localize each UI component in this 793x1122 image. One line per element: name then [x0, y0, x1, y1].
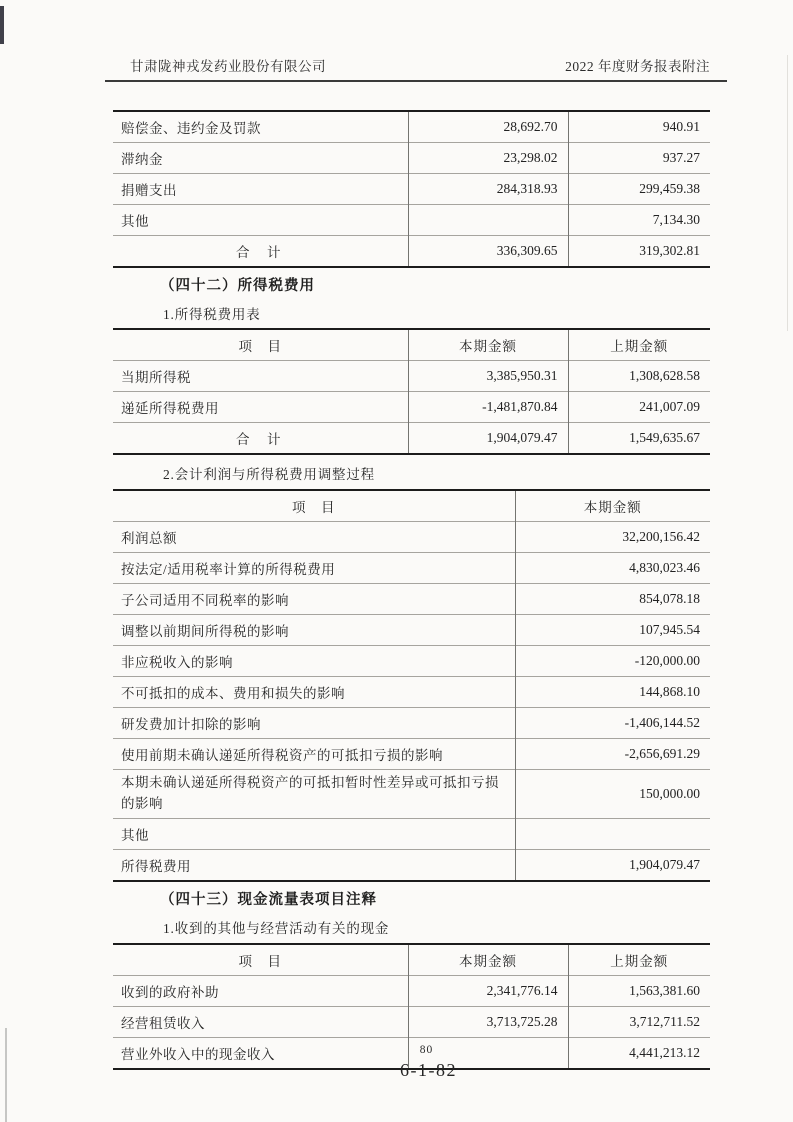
current-amount: 284,318.93: [408, 174, 568, 205]
prior-amount: 319,302.81: [568, 236, 710, 268]
table-row: [113, 849, 710, 881]
row-label: 其他: [113, 818, 515, 849]
prior-amount: 4,441,213.12: [568, 1037, 710, 1069]
current-amount: 107,945.54: [515, 615, 710, 646]
prior-amount: 937.27: [568, 143, 710, 174]
prior-amount: 1,549,635.67: [568, 423, 710, 455]
table-row: [113, 111, 710, 143]
row-label: 营业外收入中的现金收入: [113, 1037, 408, 1069]
row-label: 递延所得税费用: [113, 392, 408, 423]
current-amount: 1,904,079.47: [515, 849, 710, 881]
current-amount: [408, 205, 568, 236]
row-label: 不可抵扣的成本、费用和损失的影响: [113, 677, 515, 708]
current-amount: 4,830,023.46: [515, 553, 710, 584]
current-amount: [515, 818, 710, 849]
column-header-item: 项 目: [292, 500, 336, 515]
prior-amount: 7,134.30: [568, 205, 710, 236]
income-tax-expense-table: [113, 328, 710, 455]
current-amount: 854,078.18: [515, 584, 710, 615]
header-row: [113, 944, 710, 976]
current-amount: 32,200,156.42: [515, 522, 710, 553]
non-operating-expenses-table: [113, 110, 710, 268]
row-label: 使用前期未确认递延所得税资产的可抵扣亏损的影响: [113, 739, 515, 770]
row-label: 利润总额: [113, 522, 515, 553]
prior-amount: 1,563,381.60: [568, 975, 710, 1006]
table-row: [113, 975, 710, 1006]
row-label: 滞纳金: [113, 143, 408, 174]
current-amount: 3,385,950.31: [408, 361, 568, 392]
current-amount: 150,000.00: [515, 770, 710, 819]
section-43-heading: （四十三）现金流量表项目注释: [160, 891, 377, 908]
page-footer: [0, 1044, 793, 1081]
tax-reconciliation-table: [113, 489, 710, 882]
table-row: [113, 522, 710, 553]
prior-amount: 940.91: [568, 111, 710, 143]
current-amount: -120,000.00: [515, 646, 710, 677]
current-amount: 23,298.02: [408, 143, 568, 174]
table-row: [113, 392, 710, 423]
table-row: [113, 361, 710, 392]
row-label: 子公司适用不同税率的影响: [113, 584, 515, 615]
total-row: [113, 423, 710, 455]
company-name: 甘肃陇神戎发药业股份有限公司: [130, 59, 326, 74]
current-amount: 336,309.65: [408, 236, 568, 268]
total-label: 合 计: [113, 236, 408, 268]
row-label: 研发费加计扣除的影响: [113, 708, 515, 739]
row-label: 按法定/适用税率计算的所得税费用: [113, 553, 515, 584]
current-amount: 3,713,725.28: [408, 1006, 568, 1037]
current-amount: -1,406,144.52: [515, 708, 710, 739]
table-row: [113, 615, 710, 646]
scan-artifact-top-left: [0, 6, 4, 44]
table-row: [113, 1006, 710, 1037]
prior-amount: 1,308,628.58: [568, 361, 710, 392]
section-42-heading: （四十二）所得税费用: [160, 278, 315, 294]
table-row: [113, 708, 710, 739]
table-row: [113, 770, 710, 819]
row-label: 非应税收入的影响: [113, 646, 515, 677]
report-title: 2022 年度财务报表附注: [565, 59, 710, 74]
header-row: [113, 490, 710, 522]
current-amount: 2,341,776.14: [408, 975, 568, 1006]
current-amount: 28,692.70: [408, 111, 568, 143]
document-code: 6-1-82: [400, 1060, 457, 1080]
section-43-sub1: 1.收到的其他与经营活动有关的现金: [163, 920, 390, 936]
header-row: [113, 329, 710, 361]
table-row: [113, 553, 710, 584]
current-amount: 144,868.10: [515, 677, 710, 708]
prior-amount: 241,007.09: [568, 392, 710, 423]
table-row: [113, 584, 710, 615]
column-header-current: 本期金额: [515, 490, 710, 522]
row-label: 捐赠支出: [113, 174, 408, 205]
table-row: [113, 818, 710, 849]
column-header-prior: 上期金额: [568, 944, 710, 976]
table-row: [113, 677, 710, 708]
total-label: 合 计: [113, 423, 408, 455]
row-label: 调整以前期间所得税的影响: [113, 615, 515, 646]
current-amount: -2,656,691.29: [515, 739, 710, 770]
header-rule: [105, 80, 727, 82]
row-label: 所得税费用: [113, 849, 515, 881]
prior-amount: 3,712,711.52: [568, 1006, 710, 1037]
row-label: 其他: [113, 205, 408, 236]
total-row: [113, 236, 710, 268]
section-42-sub1: 1.所得税费用表: [163, 307, 261, 322]
table-row: [113, 205, 710, 236]
page-header: [130, 0, 710, 75]
column-header-prior: 上期金额: [568, 329, 710, 361]
current-amount: 1,904,079.47: [408, 423, 568, 455]
column-header-item: 项 目: [238, 339, 282, 354]
column-header-current: 本期金额: [408, 944, 568, 976]
row-label: 当期所得税: [113, 361, 408, 392]
page-number: 80: [419, 1044, 434, 1056]
section-42-sub2: 2.会计利润与所得税费用调整过程: [163, 467, 375, 482]
row-label: 本期未确认递延所得税资产的可抵扣暂时性差异或可抵扣亏损的影响: [113, 770, 515, 819]
table-row: [113, 739, 710, 770]
table-row: [113, 646, 710, 677]
column-header-current: 本期金额: [408, 329, 568, 361]
scan-artifact-right-line: [787, 55, 788, 331]
prior-amount: 299,459.38: [568, 174, 710, 205]
row-label: 经营租赁收入: [113, 1006, 408, 1037]
row-label: 收到的政府补助: [113, 975, 408, 1006]
row-label: 赔偿金、违约金及罚款: [121, 121, 261, 136]
table-row: [113, 174, 710, 205]
table-row: [113, 143, 710, 174]
column-header-item: 项 目: [238, 953, 282, 969]
current-amount: -1,481,870.84: [408, 392, 568, 423]
